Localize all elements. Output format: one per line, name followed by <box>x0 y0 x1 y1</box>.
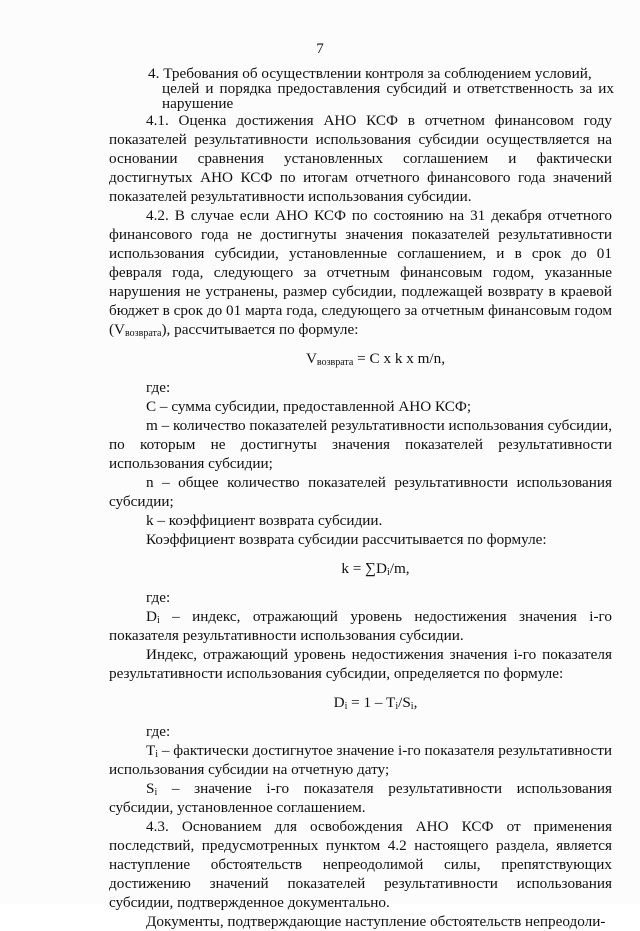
paragraph-4-2-text: 4.2. В случае если АНО КСФ по состоянию на 31 декабря отчетного финансового года не достигнуты значения показателей результативности использования субсидии, установленные соглашением, и в срок до 01 февраля года, следующего за отчетным финансовым годом, указанные нарушения не устранены, размер субсидии, подлежащей возврату в краевой бюджет в срок до 01 марта года, следующего за отчетным финансовым годом (V <box>109 207 612 338</box>
definition-n: n – общее количество показателей результативности использования субсидии; <box>109 474 612 510</box>
where-label-2: где: <box>146 589 171 606</box>
formula-d-a: D <box>333 694 345 711</box>
def-s-sub: i <box>154 787 158 798</box>
definition-d <box>109 607 612 645</box>
formula-d-c: /S <box>398 694 411 711</box>
page-number: 7 <box>316 41 324 57</box>
formula-d-sub1: i <box>344 701 348 712</box>
paragraph-4-3: 4.3. Основанием для освобождения АНО КСФ от применения последствий, предусмотренных пунктом 4.2 настоящего раздела, является наступление обстоятельств непреодолимой силы, препятствующих достижению значений показателей результативности использования субсидии, подтвержденное документально. <box>109 818 612 911</box>
formula-k-b: /m, <box>389 560 410 577</box>
heading-line-1: 4. Требования об осуществлении контроля за соблюдением условий, <box>148 65 592 82</box>
def-s-b: – значение i-го показателя результативности использования субсидии, установленное соглашением. <box>109 780 612 816</box>
formula-v-return <box>109 349 612 368</box>
formula-v: V <box>305 350 317 367</box>
definition-c: C – сумма субсидии, предоставленной АНО КСФ; <box>146 398 472 415</box>
def-s-a: S <box>146 780 155 797</box>
def-t-a: T <box>146 742 156 759</box>
formula-v-sub: возврата <box>316 357 354 368</box>
paragraph-4-2-end: ), рассчитывается по формуле: <box>161 321 359 338</box>
subscript-vozvrata: возврата <box>125 328 162 339</box>
heading-line-2: целей и порядка предоставления субсидий и ответственность за их нарушение <box>162 80 614 112</box>
def-d-sub: i <box>156 615 160 626</box>
paragraph-4-1: 4.1. Оценка достижения АНО КСФ в отчетном финансовом году показателей результативности использования субсидии осуществляется на основании сравнения установленных соглашением и фактически достигнутых АНО КСФ по итогам отчетного финансового года значений показателей результативности использования субсидии. <box>109 112 612 205</box>
formula-v-rest: = C x k x m/n, <box>353 350 446 367</box>
def-t-sub: i <box>155 749 159 760</box>
index-formula-intro: Индекс, отражающий уровень недостижения значения i-го показателя результативности использования субсидии, определяется по формуле: <box>109 646 612 682</box>
definition-t <box>109 741 612 779</box>
where-label-3: где: <box>146 723 171 740</box>
formula-k-sub: i <box>386 567 390 578</box>
definition-m: m – количество показателей результативности использования субсидии, по которым не достигнуты значения показателей результативности использования субсидии; <box>109 417 612 472</box>
def-d-b: – индекс, отражающий уровень недостижения значения i-го показателя результативности использования субсидии. <box>109 608 612 644</box>
k-formula-intro: Коэффициент возврата субсидии рассчитывается по формуле: <box>146 531 547 548</box>
formula-d <box>109 693 612 712</box>
formula-d-sub3: i <box>410 701 414 712</box>
where-label-1: где: <box>146 379 171 396</box>
documents-paragraph: Документы, подтверждающие наступление обстоятельств непреодоли- <box>146 913 606 930</box>
formula-d-d: , <box>413 694 418 711</box>
formula-d-b: = 1 – T <box>347 694 396 711</box>
document-body <box>109 111 612 931</box>
definition-s <box>109 779 612 817</box>
def-t-b: – фактически достигнутое значение i-го показателя результативности использования субсидии на отчетную дату; <box>109 742 612 778</box>
paragraph-4-2 <box>109 206 612 339</box>
def-d-a: D <box>146 608 157 625</box>
section-heading <box>148 66 614 111</box>
formula-d-sub2: i <box>395 701 399 712</box>
definition-k: k – коэффициент возврата субсидии. <box>146 512 383 529</box>
formula-k-a: k = ∑D <box>341 560 387 577</box>
formula-k <box>109 559 612 578</box>
